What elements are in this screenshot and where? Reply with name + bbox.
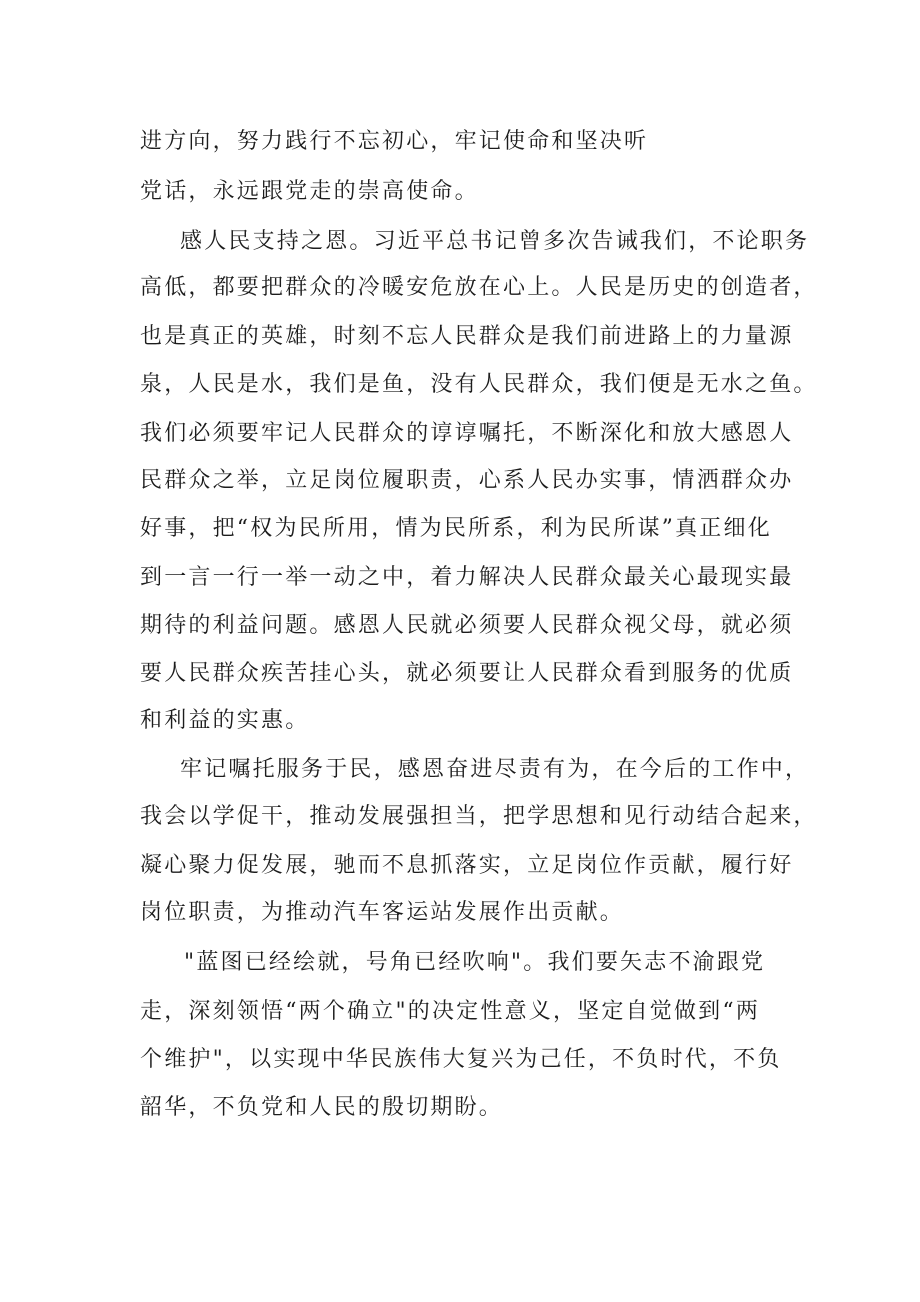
paragraph-3-line-3: 凝心聚力促发展，驰而不息抓落实，立足岗位作贡献，履行好 bbox=[140, 853, 794, 878]
paragraph-4-line-1: "蓝图已经绘就，号角已经吹响"。我们要矢志不渝跟党 bbox=[184, 950, 766, 975]
paragraph-2-line-5: 我们必须要牢记人民群众的谆谆嘱托，不断深化和放大感恩人 bbox=[140, 421, 794, 446]
paragraph-2-line-7: 好事，把“权为民所用，情为民所系，利为民所谋”真正细化 bbox=[140, 516, 772, 541]
paragraph-1-line-2: 党话，永远跟党走的崇高使命。 bbox=[140, 179, 479, 204]
paragraph-4-line-4: 韶华，不负党和人民的殷切期盼。 bbox=[140, 1095, 504, 1120]
paragraph-1-line-1: 进方向，努力践行不忘初心，牢记使命和坚决听 bbox=[140, 129, 649, 154]
paragraph-4-line-2: 走，深刻领悟“两个确立"的决定性意义，坚定自觉做到“两 bbox=[140, 999, 761, 1024]
paragraph-2-line-10: 要人民群众疾苦挂心头，就必须要让人民群众看到服务的优质 bbox=[140, 661, 794, 686]
paragraph-2-line-4: 泉，人民是水，我们是鱼，没有人民群众，我们便是无水之鱼。 bbox=[140, 372, 818, 397]
paragraph-2-line-9: 期待的利益问题。感恩人民就必须要人民群众视父母，就必须 bbox=[140, 613, 794, 638]
paragraph-3-line-4: 岗位职责，为推动汽车客运站发展作出贡献。 bbox=[140, 900, 625, 925]
paragraph-2-line-6: 民群众之举，立足岗位履职责，心系人民办实事，情洒群众办 bbox=[140, 468, 794, 493]
paragraph-3-line-1: 牢记嘱托服务于民，感恩奋进尽责有为，在今后的工作中， bbox=[180, 757, 810, 782]
paragraph-3-line-2: 我会以学促干，推动发展强担当，把学思想和见行动结合起来， bbox=[140, 804, 818, 829]
paragraph-4-line-3: 个维护"，以实现中华民族伟大复兴为己任，不负时代，不负 bbox=[140, 1047, 782, 1072]
paragraph-2-line-1: 感人民支持之恩。习近平总书记曾多次告诫我们，不论职务 bbox=[180, 229, 810, 254]
paragraph-2-line-8: 到一言一行一举一动之中，着力解决人民群众最关心最现实最 bbox=[140, 565, 794, 590]
paragraph-2-line-2: 高低，都要把群众的冷暖安危放在心上。人民是历史的创造者， bbox=[140, 275, 818, 300]
paragraph-2-line-11: 和利益的实惠。 bbox=[140, 708, 310, 733]
paragraph-2-line-3: 也是真正的英雄，时刻不忘人民群众是我们前进路上的力量源 bbox=[140, 324, 794, 349]
